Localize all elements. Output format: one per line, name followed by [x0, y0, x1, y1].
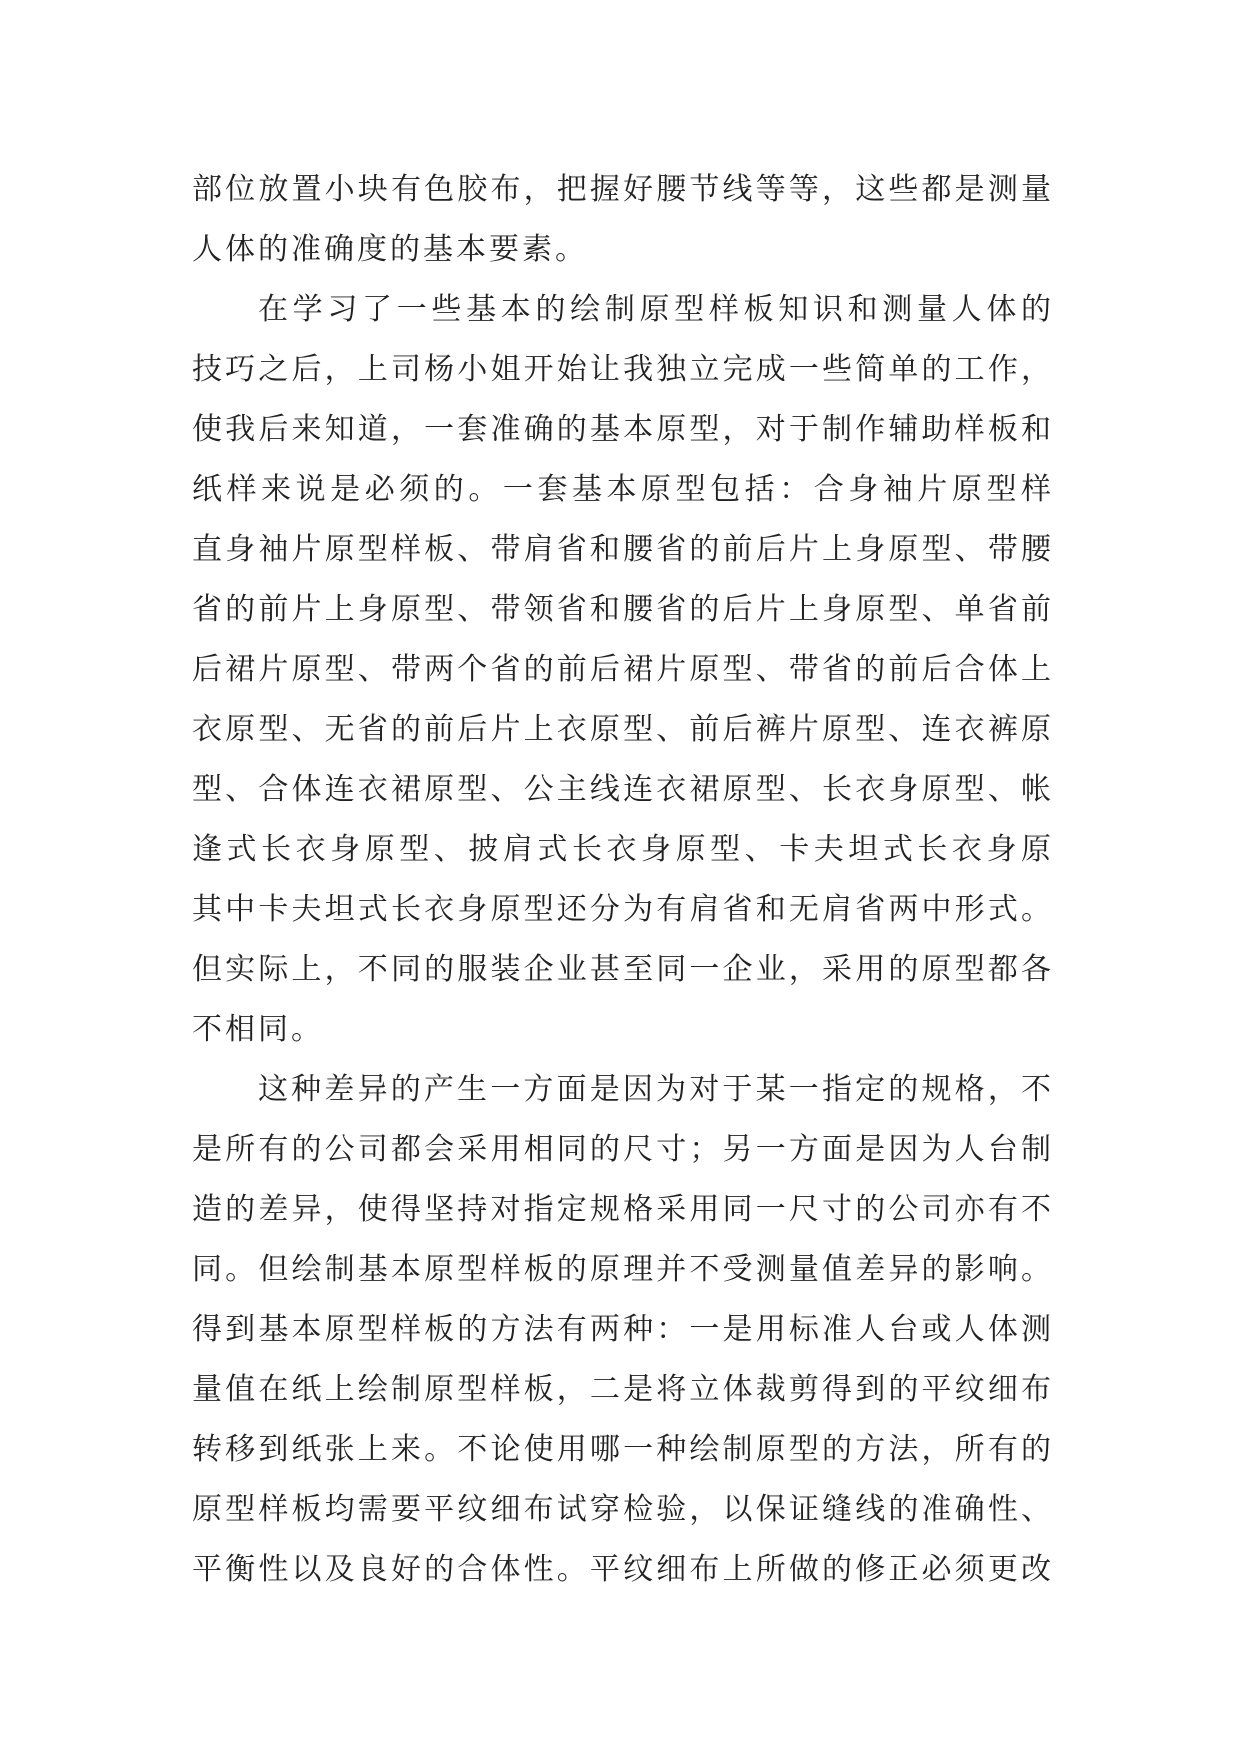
text-line: 其中卡夫坦式长衣身原型还分为有肩省和无肩省两中形式。 — [192, 892, 1054, 927]
text-line: 在学习了一些基本的绘制原型样板知识和测量人体的 — [258, 292, 1054, 327]
text-line: 后裙片原型、带两个省的前后裙片原型、带省的前后合体上 — [192, 652, 1054, 687]
text-line: 同。但绘制基本原型样板的原理并不受测量值差异的影响。 — [192, 1252, 1054, 1287]
text-line: 逢式长衣身原型、披肩式长衣身原型、卡夫坦式长衣身原 — [192, 832, 1054, 867]
text-line: 造的差异，使得坚持对指定规格采用同一尺寸的公司亦有不 — [192, 1192, 1054, 1227]
text-line: 是所有的公司都会采用相同的尺寸；另一方面是因为人台制 — [192, 1132, 1054, 1167]
text-line: 纸样来说是必须的。一套基本原型包括：合身袖片原型样 — [192, 472, 1054, 507]
text-line: 得到基本原型样板的方法有两种：一是用标准人台或人体测 — [192, 1312, 1054, 1347]
text-line: 但实际上，不同的服装企业甚至同一企业，采用的原型都各 — [192, 952, 1054, 987]
text-line: 量值在纸上绘制原型样板，二是将立体裁剪得到的平纹细布 — [192, 1372, 1054, 1407]
text-line: 不相同。 — [192, 1012, 324, 1047]
text-line: 原型样板均需要平纹细布试穿检验，以保证缝线的准确性、 — [192, 1492, 1054, 1527]
text-line: 人体的准确度的基本要素。 — [192, 232, 588, 267]
text-line: 转移到纸张上来。不论使用哪一种绘制原型的方法，所有的 — [192, 1432, 1054, 1467]
text-line: 使我后来知道，一套准确的基本原型，对于制作辅助样板和 — [192, 412, 1054, 447]
text-line: 直身袖片原型样板、带肩省和腰省的前后片上身原型、带腰 — [192, 532, 1054, 567]
text-line: 部位放置小块有色胶布，把握好腰节线等等，这些都是测量 — [192, 172, 1054, 207]
text-line: 衣原型、无省的前后片上衣原型、前后裤片原型、连衣裤原 — [192, 712, 1054, 747]
text-line: 技巧之后，上司杨小姐开始让我独立完成一些简单的工作， — [192, 352, 1054, 387]
text-line: 这种差异的产生一方面是因为对于某一指定的规格，不 — [258, 1072, 1054, 1107]
text-line: 省的前片上身原型、带领省和腰省的后片上身原型、单省前 — [192, 592, 1054, 627]
text-line: 平衡性以及良好的合体性。平纹细布上所做的修正必须更改 — [192, 1552, 1054, 1587]
body-text — [192, 160, 1054, 1600]
text-line: 型、合体连衣裙原型、公主线连衣裙原型、长衣身原型、帐 — [192, 772, 1054, 807]
